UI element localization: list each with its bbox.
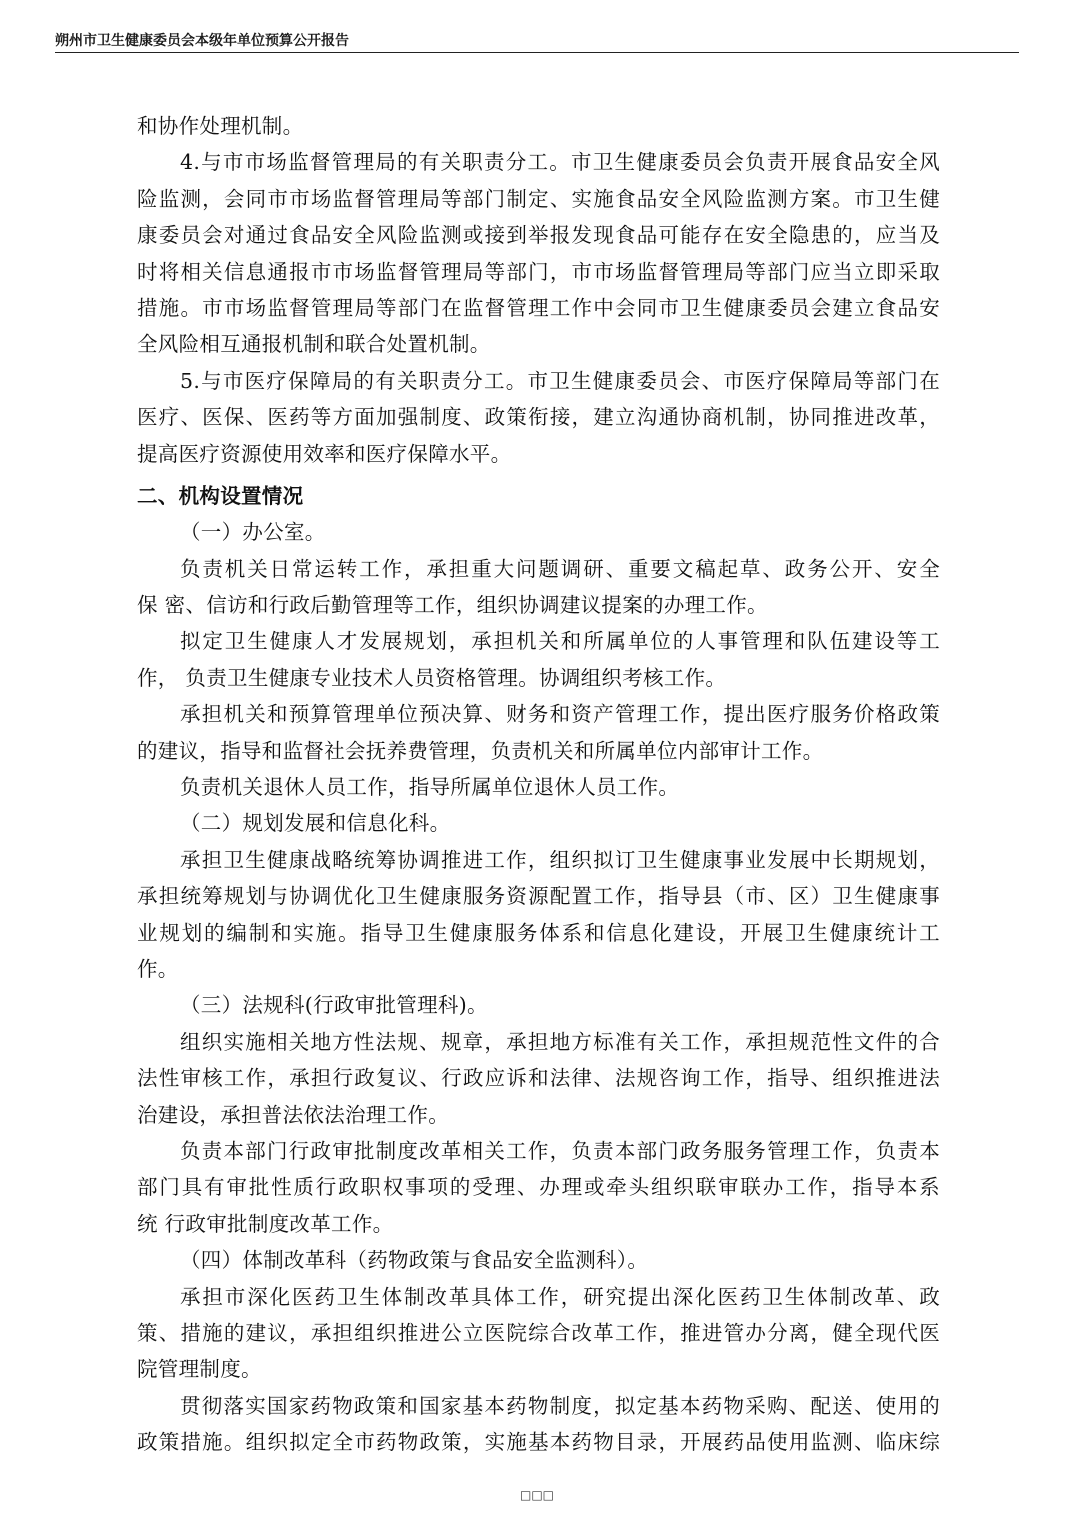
text-line: 负责本部门行政审批制度改革相关工作，负责本部门政务服务管理工作，负责本 <box>180 1138 940 1163</box>
text-line: 部门具有审批性质行政职权事项的受理、办理或牵头组织联审联办工作，指导本系 <box>137 1175 940 1200</box>
text-line: 提高医疗资源使用效率和医疗保障水平。 <box>137 441 512 466</box>
text-line: 贯彻落实国家药物政策和国家基本药物制度，拟定基本药物采购、配送、使用的 <box>180 1393 940 1418</box>
text-line: 保 密、信访和行政后勤管理等工作，组织协调建议提案的办理工作。 <box>137 593 768 618</box>
text-line: 策、措施的建议，承担组织推进公立医院综合改革工作，推进管办分离，健全现代医 <box>137 1320 940 1345</box>
text-line: （三）法规科(行政审批管理科)。 <box>180 993 488 1018</box>
text-line: 承担机关和预算管理单位预决算、财务和资产管理工作，提出医疗服务价格政策 <box>180 702 940 727</box>
text-line: 4.与市市场监督管理局的有关职责分工。市卫生健康委员会负责开展食品安全风 <box>180 150 940 175</box>
text-line: 时将相关信息通报市市场监督管理局等部门，市市场监督管理局等部门应当立即采取 <box>137 259 940 284</box>
text-line: 全风险相互通报机制和联合处置机制。 <box>137 332 491 357</box>
text-line: 医疗、医保、医药等方面加强制度、政策衔接，建立沟通协商机制，协同推进改革， <box>137 405 940 430</box>
text-line: 5.与市医疗保障局的有关职责分工。市卫生健康委员会、市医疗保障局等部门在 <box>180 368 940 393</box>
text-line: 作。 <box>137 956 179 981</box>
text-line: 的建议，指导和监督社会抚养费管理，负责机关和所属单位内部审计工作。 <box>137 738 824 763</box>
text-line: 作， 负责卫生健康专业技术人员资格管理。协调组织考核工作。 <box>137 665 727 690</box>
text-line: 承担市深化医药卫生体制改革具体工作，研究提出深化医药卫生体制改革、政 <box>180 1284 940 1309</box>
text-line: 承担卫生健康战略统筹协调推进工作，组织拟订卫生健康事业发展中长期规划， <box>180 847 940 872</box>
text-line: 院管理制度。 <box>137 1357 262 1382</box>
text-line: 负责机关退休人员工作，指导所属单位退休人员工作。 <box>180 775 680 800</box>
text-line: 治建设，承担普法依法治理工作。 <box>137 1102 449 1127</box>
page-header-title: 朔州市卫生健康委员会本级年单位预算公开报告 <box>55 33 349 49</box>
text-line: 和协作处理机制。 <box>137 114 304 138</box>
text-line: 法性审核工作，承担行政复议、行政应诉和法律、法规咨询工作，指导、组织推进法 <box>137 1066 940 1091</box>
section-heading: 二、机构设置情况 <box>137 483 304 508</box>
text-line: 措施。市市场监督管理局等部门在监督管理工作中会同市卫生健康委员会建立食品安 <box>137 295 940 320</box>
text-line: （四）体制改革科（药物政策与食品安全监测科）。 <box>180 1248 649 1273</box>
text-line: 负责机关日常运转工作，承担重大问题调研、重要文稿起草、政务公开、安全 <box>180 556 940 581</box>
header-divider <box>55 52 1019 53</box>
text-line: （一）办公室。 <box>180 520 326 545</box>
text-line: 拟定卫生健康人才发展规划，承担机关和所属单位的人事管理和队伍建设等工 <box>180 629 940 654</box>
text-line: 统 行政审批制度改革工作。 <box>137 1211 394 1236</box>
text-line: 业规划的编制和实施。指导卫生健康服务体系和信息化建设，开展卫生健康统计工 <box>137 920 940 945</box>
text-line: 政策措施。组织拟定全市药物政策，实施基本药物目录，开展药品使用监测、临床综 <box>137 1430 940 1455</box>
text-line: 险监测，会同市市场监督管理局等部门制定、实施食品安全风险监测方案。市卫生健 <box>137 186 940 211</box>
page-number: □□□ <box>519 1488 554 1502</box>
text-line: 承担统筹规划与协调优化卫生健康服务资源配置工作，指导县（市、区）卫生健康事 <box>137 884 940 909</box>
text-line: 组织实施相关地方性法规、规章，承担地方标准有关工作，承担规范性文件的合 <box>180 1029 940 1054</box>
document-body <box>137 108 940 1460</box>
text-line: 康委员会对通过食品安全风险监测或接到举报发现食品可能存在安全隐患的，应当及 <box>137 223 940 248</box>
text-line: （二）规划发展和信息化科。 <box>180 811 451 836</box>
